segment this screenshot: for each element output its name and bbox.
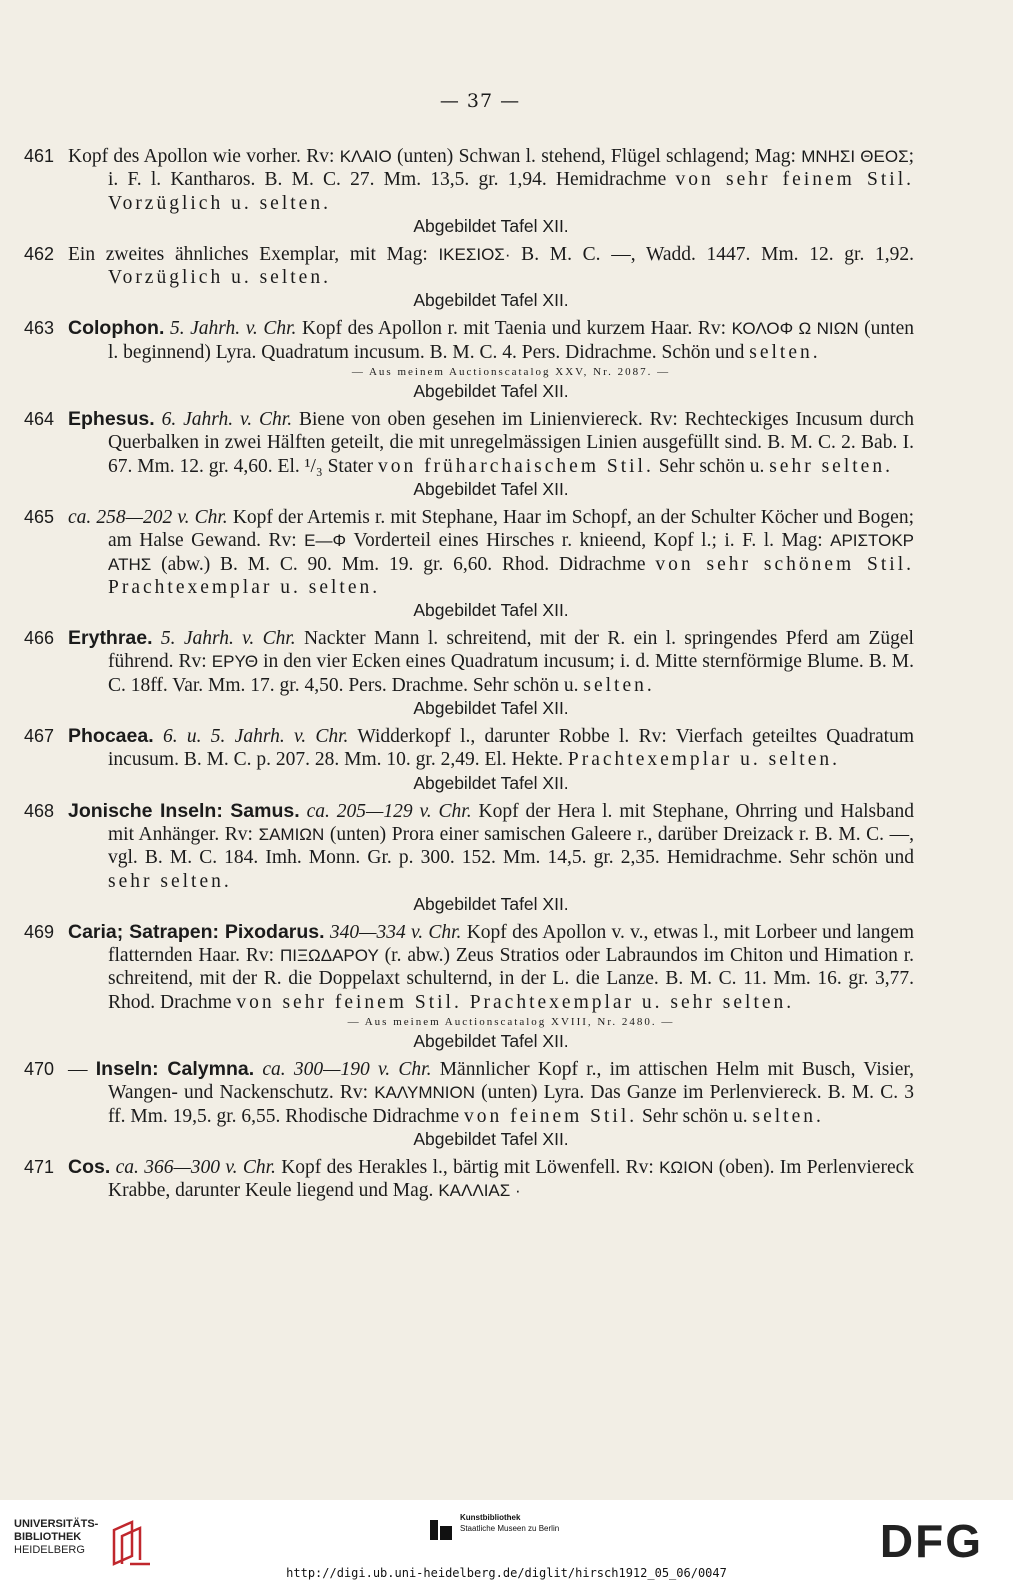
entry-text: Kopf des Herakles l., bärtig mit Löwenfell. Rv: (275, 1156, 660, 1178)
entry-greek: ΚΛΑΙΟ (339, 147, 392, 166)
entry-text: — (68, 1059, 96, 1081)
entry-body (68, 725, 914, 795)
catalog-entry (24, 145, 914, 238)
entry-date: ca. 205—129 v. Chr. (306, 800, 472, 822)
entry-text: Sehr schön u. (637, 1105, 753, 1127)
plate-reference: Abgebildet Tafel XII. (413, 478, 569, 499)
entry-text: Männlicher Kopf r., im attischen Helm mit Busch, Visier, Wangen- und Nackenschutz. Rv: (108, 1059, 915, 1104)
entry-body (68, 408, 914, 501)
entry-number: 470 (24, 1059, 55, 1080)
entry-text: (unten l. beginnend) Lyra. Quadratum incusum. B. M. C. 4. Pers. Didrachme. Schön und (108, 318, 914, 363)
entry-text: Sehr schön u. (653, 455, 770, 477)
entry-number: 466 (24, 628, 55, 649)
entry-description (68, 799, 915, 893)
entry-greek: ΠΙΞΩΔΑΡΟΥ (279, 946, 379, 966)
entry-date: 340—334 v. Chr. (329, 921, 462, 943)
entry-spaced: Prachtexemplar u. selten. (567, 749, 840, 771)
entry-description (68, 317, 914, 364)
entry-date: 6. u. 5. Jahrh. v. Chr. (162, 726, 349, 748)
page-number: — 37 — (439, 90, 521, 112)
entry-number: 468 (24, 800, 55, 821)
entry-place: Cos. (68, 1155, 111, 1178)
ub-logo-line1: UNIVERSITÄTS- (14, 1518, 99, 1530)
entry-body (68, 1156, 914, 1203)
entry-text: Widderkopf l., darunter Robbe l. Rv: Vierfach geteiltes Quadratum incusum. B. M. C. p. 207. 28. Mm. 10. gr. 2,49. El. Hekte. (108, 726, 914, 771)
entry-body (68, 627, 914, 720)
ub-logo-line2: BIBLIOTHEK (14, 1531, 82, 1543)
catalog-entries (24, 145, 914, 1208)
entry-spaced: von früharchaischem Stil. (377, 455, 654, 477)
entry-description (68, 725, 914, 772)
entry-number: 467 (24, 726, 55, 747)
entry-date: ca. 366—300 v. Chr. (115, 1156, 276, 1178)
entry-text: Nackter Mann l. schreitend, mit der R. ein l. springendes Pferd am Zügel führend. Rv: (108, 628, 914, 673)
entry-text: (unten) Lyra. Das Ganze im Perlenviereck. B. M. C. 3 ff. Mm. 19,5. gr. 6,55. Rhodische Didrachme (108, 1082, 914, 1127)
entry-greek: ΑΡΙΣΤΟΚΡ ΑΤΗΣ (108, 531, 914, 574)
catalog-entry (24, 408, 914, 501)
entry-text: Vorderteil eines Hirsches r. knieend, Kopf l.; i. F. l. Mag: (346, 530, 831, 552)
ub-emblem-icon (110, 1520, 154, 1566)
catalog-entry (24, 627, 914, 720)
entry-description (68, 627, 914, 697)
plate-reference: Abgebildet Tafel XII. (413, 893, 569, 914)
entry-greek: ΚΩΙΟΝ (659, 1157, 714, 1177)
entry-date: 5. Jahrh. v. Chr. (169, 318, 297, 340)
permalink-url[interactable]: http://digi.ub.uni-heidelberg.de/diglit/hirsch1912_05_06/0047 (286, 1566, 727, 1580)
entry-number: 471 (24, 1156, 55, 1177)
entry-body (68, 506, 914, 622)
entry-date: 5. Jahrh. v. Chr. (160, 628, 296, 650)
entry-description (68, 506, 914, 599)
dfg-logo[interactable]: DFG (879, 1515, 983, 1567)
plate-reference: Abgebildet Tafel XII. (413, 600, 569, 621)
ub-heidelberg-logo[interactable] (14, 1518, 164, 1568)
entry-text: ; i. F. l. Kantharos. B. M. C. 27. Mm. 13,5. gr. 1,94. Hemidrachme (108, 146, 915, 191)
entry-greek: ΕΡΥΘ (211, 652, 259, 672)
entry-greek: ΣΑΜΙΩΝ (258, 824, 325, 844)
plate-reference: Abgebildet Tafel XII. (413, 1128, 569, 1149)
entry-text: (unten) Schwan l. stehend, Flügel schlagend; Mag: (391, 146, 802, 167)
entry-text: Kopf der Hera l. mit Stephane, Ohrring und Halsband mit Anhänger. Rv: (108, 800, 915, 845)
entry-description (68, 145, 915, 215)
entry-place: Phocaea. (68, 725, 154, 748)
entry-place: Ephesus. (68, 408, 155, 431)
entry-text: Kopf des Apollon wie vorher. Rv: (68, 146, 340, 167)
kb-line2: Staatliche Museen zu Berlin (460, 1524, 560, 1533)
entry-date: ca. 258—202 v. Chr. (68, 506, 228, 528)
entry-text: Biene von oben gesehen im Linienviereck. Rv: Rechteckiges Incusum durch Querbalken in zwei Hälften geteilt, die mit unregelmässigen Linien ausgefüllt sind. B. M. C. 2. Bab. I. 67. Mm. 12. gr. 4,60. El. ¹/₃ Stater (108, 409, 914, 477)
entry-text: Kopf der Artemis r. mit Stephane, Haar im Schopf, an der Schulter Köcher und Bogen; am Halse Gewand. Rv: (108, 506, 914, 552)
catalog-entry (24, 243, 914, 313)
entry-date: 6. Jahrh. v. Chr. (161, 409, 293, 431)
catalog-entry (24, 921, 914, 1053)
entry-source-note: — Aus meinem Auctionscatalog XVIII, Nr. 2480. — (347, 1016, 675, 1029)
entry-text: (r. abw.) Zeus Stratios oder Labraundos im Chiton und Himation r. schreitend, mit der R. die Doppelaxt schulternd, in der L. die Lanze. B. M. C. 11. Mm. 16. gr. 3,77. Rhod. Drachme (108, 945, 914, 1013)
entry-place: Inseln: Calymna. (95, 1058, 255, 1081)
kunstbibliothek-icon (430, 1516, 452, 1540)
entry-text: in den vier Ecken eines Quadratum incusum; i. d. Mitte sternförmige Blume. B. M. C. 18ff. Var. Mm. 17. gr. 4,50. Pers. Drachme. Sehr schön u. (108, 651, 914, 696)
entry-text: (abw.) B. M. C. 90. Mm. 19. gr. 6,60. Rhod. Didrachme (151, 553, 656, 575)
entry-spaced: selten. (752, 1105, 824, 1127)
kunstbibliothek-logo[interactable] (430, 1510, 630, 1550)
entry-description (68, 920, 915, 1014)
entry-number: 464 (24, 409, 55, 430)
entry-text (155, 409, 162, 430)
entry-text: Ein zweites ähnliches Exemplar, mit Mag: (68, 243, 439, 265)
entry-description (68, 243, 915, 290)
entry-body (68, 921, 914, 1053)
entry-greek: ΙΚΕΣΙΟΣ· (438, 244, 511, 264)
entry-number: 461 (24, 146, 55, 166)
entry-body (68, 800, 914, 916)
kb-line1: Kunstbibliothek (460, 1513, 521, 1522)
catalog-entry (24, 506, 914, 622)
entry-number: 465 (24, 506, 55, 527)
entry-description (68, 408, 914, 478)
entry-body (68, 1058, 914, 1151)
footer-bar (0, 1500, 1013, 1591)
catalog-entry (24, 317, 914, 403)
entry-spaced: von sehr feinem Stil. Prachtexemplar u. sehr selten. (236, 991, 795, 1013)
entry-date: ca. 300—190 v. Chr. (262, 1059, 432, 1081)
entry-place: Erythrae. (68, 627, 153, 650)
entry-greek: ΚΑΛΥΜΝΙΟΝ (374, 1083, 475, 1103)
entry-place: Colophon. (68, 317, 165, 340)
entry-spaced: sehr selten. (769, 455, 893, 477)
entry-text (154, 726, 163, 747)
catalog-entry (24, 800, 914, 916)
plate-reference: Abgebildet Tafel XII. (413, 698, 569, 719)
plate-reference: Abgebildet Tafel XII. (413, 290, 569, 311)
entry-text: (oben). Im Perlenviereck Krabbe, darunter Keule liegend und Mag. (108, 1156, 914, 1202)
entry-spaced: von sehr schönem Stil. Prachtexemplar u. selten. (108, 553, 914, 598)
entry-spaced: sehr selten. (108, 870, 232, 892)
entry-number: 462 (24, 243, 55, 264)
entry-place: Jonische Inseln: Samus. (68, 799, 300, 822)
entry-source-note: — Aus meinem Auctionscatalog XXV, Nr. 2087. — (351, 366, 671, 379)
entry-body (68, 243, 914, 313)
ub-logo-line3: HEIDELBERG (14, 1544, 85, 1556)
entry-description (68, 1058, 915, 1128)
entry-text: Kopf des Apollon r. mit Taenia und kurzem Haar. Rv: (296, 318, 732, 340)
entry-body (68, 317, 914, 403)
entry-text: (unten) Prora einer samischen Galeere r., darüber Dreizack r. B. M. C. —, vgl. B. M. C. 184. Imh. Monn. Gr. p. 300. 152. Mm. 14,5. gr. 2,35. Hemidrachme. Sehr schön und (108, 823, 914, 869)
plate-reference: Abgebildet Tafel XII. (413, 772, 569, 793)
entry-spaced: selten. (749, 341, 821, 363)
entry-greek: ΜΝΗΣΙ ΘΕΟΣ (801, 147, 909, 166)
plate-reference: Abgebildet Tafel XII. (413, 381, 569, 402)
entry-text: Kopf des Apollon v. v., etwas l., mit Lorbeer und langem flatternden Haar. Rv: (108, 921, 915, 967)
entry-text: B. M. C. —, Wadd. 1447. Mm. 12. gr. 1,92. (510, 243, 915, 265)
entry-spaced: von sehr feinem Stil. Vorzüglich u. selten. (108, 169, 914, 214)
entry-text (300, 801, 307, 822)
entry-spaced: Vorzüglich u. selten. (108, 267, 331, 289)
catalog-entry (24, 1058, 914, 1151)
entry-number: 463 (24, 318, 55, 339)
entry-spaced: von feinem Stil. (464, 1105, 638, 1127)
entry-greek: Ε—Φ (304, 531, 347, 551)
plate-reference: Abgebildet Tafel XII. (413, 215, 569, 236)
entry-spaced: selten. (583, 674, 655, 696)
catalog-entry (24, 725, 914, 795)
plate-reference: Abgebildet Tafel XII. (413, 1031, 569, 1052)
entry-place: Caria; Satrapen: Pixodarus. (68, 920, 325, 943)
catalog-entry (24, 1156, 914, 1203)
kunstbibliothek-text (460, 1512, 559, 1534)
entry-text (153, 628, 161, 649)
entry-greek: ΚΟΛΟΦ Ω ΝΙΩΝ (731, 319, 859, 339)
ub-logo-text (14, 1518, 98, 1557)
entry-body (68, 145, 914, 238)
entry-description (68, 1155, 914, 1203)
entry-greek: ΚΑΛΛΙΑΣ · (438, 1181, 521, 1201)
entry-number: 469 (24, 921, 55, 942)
